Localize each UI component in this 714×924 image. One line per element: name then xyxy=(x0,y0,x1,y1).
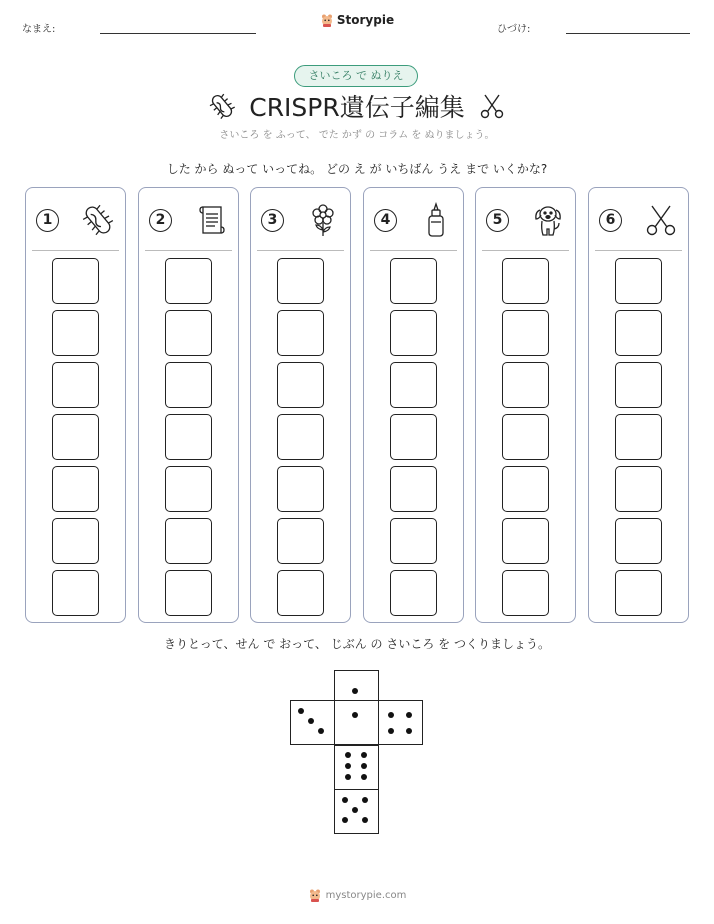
coloring-box[interactable] xyxy=(52,362,99,408)
dropper-bottle-icon xyxy=(419,202,453,238)
coloring-box[interactable] xyxy=(502,518,549,564)
die-pip xyxy=(406,728,412,734)
scissors-icon xyxy=(644,202,678,238)
scissors-icon xyxy=(479,92,505,120)
coloring-box[interactable] xyxy=(165,258,212,304)
column-6 xyxy=(588,187,689,623)
coloring-box[interactable] xyxy=(52,570,99,616)
die-pip xyxy=(342,797,348,803)
cut-instruction: きりとって、せん で おって、 じぶん の さいころ を つくりましょう。 xyxy=(164,637,550,651)
column-5 xyxy=(475,187,576,623)
die-pip xyxy=(345,752,351,758)
coloring-box[interactable] xyxy=(390,362,437,408)
coloring-box[interactable] xyxy=(390,414,437,460)
footer-url[interactable]: mystorypie.com xyxy=(325,889,407,901)
column-1 xyxy=(25,187,126,623)
coloring-box[interactable] xyxy=(502,362,549,408)
coloring-box[interactable] xyxy=(615,414,662,460)
coloring-box[interactable] xyxy=(502,414,549,460)
die-pip xyxy=(352,807,358,813)
coloring-box[interactable] xyxy=(502,258,549,304)
brand-name: Storypie xyxy=(336,13,395,27)
coloring-box[interactable] xyxy=(165,310,212,356)
column-divider xyxy=(370,250,457,251)
coloring-box[interactable] xyxy=(615,258,662,304)
footer xyxy=(0,887,714,906)
date-label: ひづけ: xyxy=(497,24,531,35)
die-pip xyxy=(361,774,367,780)
name-label: なまえ: xyxy=(22,24,56,35)
coloring-box[interactable] xyxy=(615,518,662,564)
die-pip xyxy=(342,817,348,823)
flower-icon xyxy=(306,202,340,238)
die-pip xyxy=(352,688,358,694)
coloring-box[interactable] xyxy=(502,466,549,512)
coloring-box[interactable] xyxy=(390,518,437,564)
column-number: 2 xyxy=(149,209,172,232)
die-face-6[interactable] xyxy=(334,745,379,790)
bacterium-icon xyxy=(81,202,115,238)
coloring-box[interactable] xyxy=(277,362,324,408)
column-number: 1 xyxy=(36,209,59,232)
coloring-box[interactable] xyxy=(615,310,662,356)
coloring-box[interactable] xyxy=(52,310,99,356)
column-number: 3 xyxy=(261,209,284,232)
coloring-box[interactable] xyxy=(390,570,437,616)
die-face-4[interactable] xyxy=(378,700,423,745)
column-4 xyxy=(363,187,464,623)
column-number: 4 xyxy=(374,209,397,232)
column-number: 6 xyxy=(599,209,622,232)
coloring-box[interactable] xyxy=(165,362,212,408)
die-pip xyxy=(388,728,394,734)
puppy-icon xyxy=(531,202,565,238)
coloring-box[interactable] xyxy=(615,466,662,512)
coloring-box[interactable] xyxy=(502,570,549,616)
coloring-box[interactable] xyxy=(165,466,212,512)
column-2 xyxy=(138,187,239,623)
coloring-box[interactable] xyxy=(390,466,437,512)
dice-coloring-pill: さいころ で ぬりえ xyxy=(294,65,418,87)
coloring-box[interactable] xyxy=(52,518,99,564)
die-face-center[interactable] xyxy=(334,700,379,745)
coloring-box[interactable] xyxy=(277,258,324,304)
name-line[interactable] xyxy=(100,33,256,34)
die-pip xyxy=(318,728,324,734)
die-pip xyxy=(345,774,351,780)
column-number: 5 xyxy=(486,209,509,232)
scroll-icon xyxy=(194,202,228,238)
instruction-text: した から ぬって いってね。 どの え が いちばん うえ まで いくかな? xyxy=(166,162,548,176)
column-divider xyxy=(145,250,232,251)
coloring-box[interactable] xyxy=(277,310,324,356)
die-face-5[interactable] xyxy=(334,789,379,834)
die-pip xyxy=(362,817,368,823)
brand xyxy=(0,12,714,31)
coloring-box[interactable] xyxy=(390,258,437,304)
storypie-logo-icon xyxy=(308,888,322,902)
die-pip xyxy=(406,712,412,718)
die-pip xyxy=(352,712,358,718)
coloring-box[interactable] xyxy=(277,466,324,512)
date-line[interactable] xyxy=(566,33,690,34)
coloring-box[interactable] xyxy=(277,570,324,616)
column-3 xyxy=(250,187,351,623)
die-pip xyxy=(362,797,368,803)
subtitle: さいころ を ふって、 でた かず の コラム を ぬりましょう。 xyxy=(219,130,495,141)
column-divider xyxy=(482,250,569,251)
coloring-box[interactable] xyxy=(165,414,212,460)
title-row xyxy=(0,88,714,124)
column-divider xyxy=(257,250,344,251)
page-title: CRISPR遺伝子編集 xyxy=(249,93,465,122)
storypie-logo-icon xyxy=(320,13,334,27)
coloring-box[interactable] xyxy=(52,466,99,512)
coloring-box[interactable] xyxy=(390,310,437,356)
die-pip xyxy=(345,763,351,769)
die-pip xyxy=(361,752,367,758)
die-face-3[interactable] xyxy=(290,700,335,745)
coloring-box[interactable] xyxy=(52,258,99,304)
coloring-box[interactable] xyxy=(615,570,662,616)
die-pip xyxy=(298,708,304,714)
coloring-box[interactable] xyxy=(277,518,324,564)
column-divider xyxy=(595,250,682,251)
coloring-box[interactable] xyxy=(277,414,324,460)
coloring-box[interactable] xyxy=(502,310,549,356)
bacterium-icon xyxy=(209,92,235,120)
coloring-box[interactable] xyxy=(165,518,212,564)
coloring-box[interactable] xyxy=(52,414,99,460)
coloring-box[interactable] xyxy=(165,570,212,616)
die-pip xyxy=(388,712,394,718)
die-pip xyxy=(308,718,314,724)
column-divider xyxy=(32,250,119,251)
die-pip xyxy=(361,763,367,769)
coloring-box[interactable] xyxy=(615,362,662,408)
